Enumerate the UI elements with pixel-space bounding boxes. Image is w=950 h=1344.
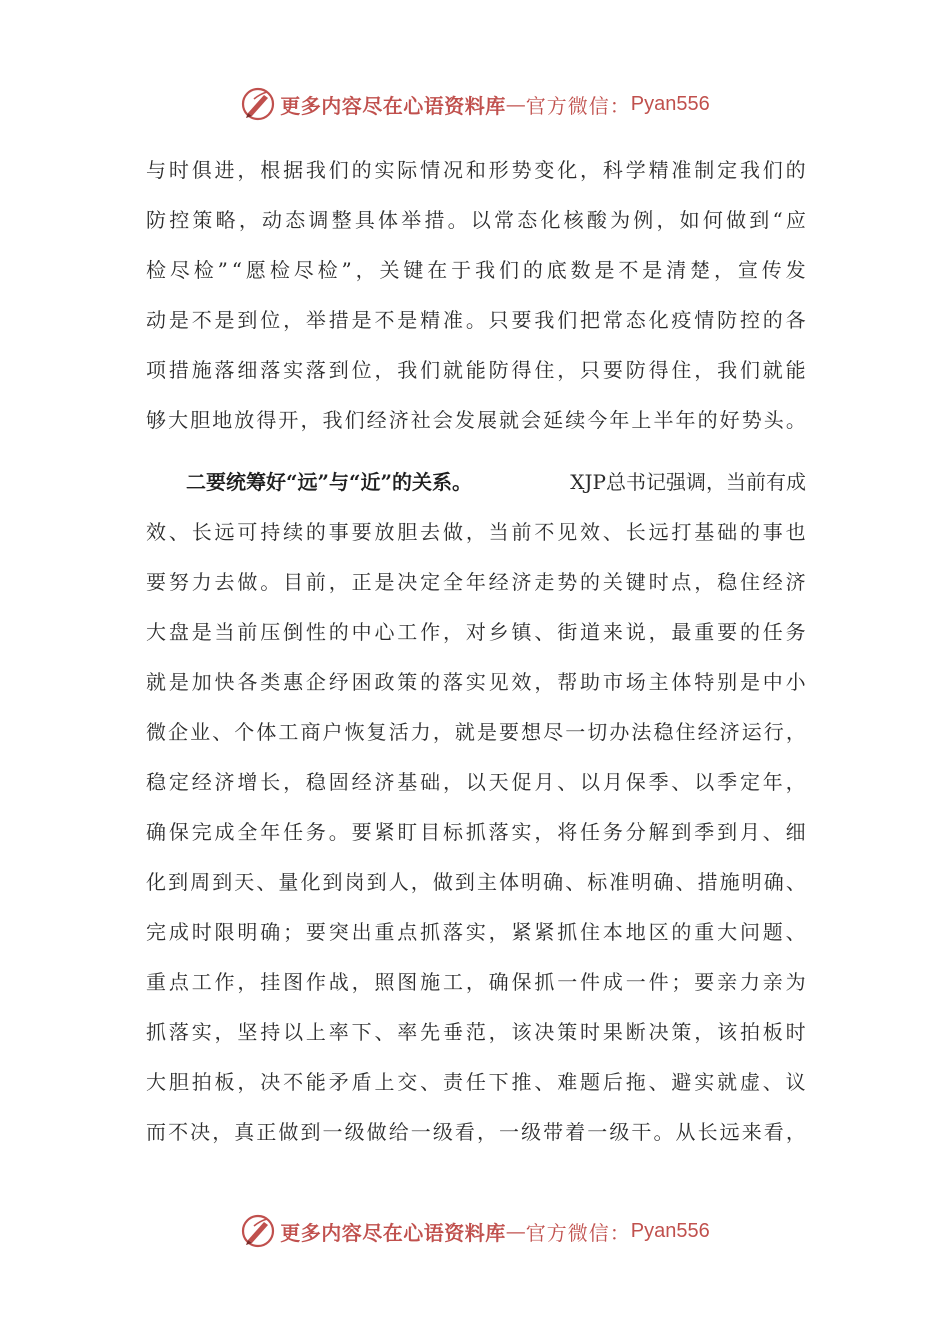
text-line: 而 不 决 ， 真 正 做 到 一 级 做 给 一 级 看 ， 一 级 带 着 一 级 干 。 从 长 远 来 看 ， xyxy=(146,1120,806,1144)
text-line: 要 努 力 去 做 。 目 前 ， 正 是 决 定 全 年 经 济 走 势 的 关 键 时 点 ， 稳 住 经 济 xyxy=(146,570,806,594)
footer-banner xyxy=(0,1211,950,1251)
text-line: 就 是 加 快 各 类 惠 企 纾 困 政 策 的 落 实 见 效 ， 帮 助 市 场 主 体 特 别 是 中 小 xyxy=(146,670,806,694)
text-line: 完 成 时 限 明 确 ； 要 突 出 重 点 抓 落 实 ， 紧 紧 抓 住 本 地 区 的 重 大 问 题 、 xyxy=(146,920,806,944)
banner-wechat-label: 官方微信： xyxy=(525,93,631,118)
paragraph-2 xyxy=(146,462,806,1162)
text-line: 与 时 俱 进 ， 根 据 我 们 的 实 际 情 况 和 形 势 变 化 ， 科 学 精 准 制 定 我 们 的 xyxy=(146,158,806,182)
text-line: 确 保 完 成 全 年 任 务 。 要 紧 盯 目 标 抓 落 实 ， 将 任 务 分 解 到 季 到 月 、 细 xyxy=(146,820,806,844)
text-line-first xyxy=(146,462,806,512)
text-line: 抓 落 实 ， 坚 持 以 上 率 下 、 率 先 垂 范 ， 该 决 策 时 果 断 决 策 ， 该 拍 板 时 xyxy=(146,1020,806,1044)
first-line-rest: XJP总书记强调，当前有成 xyxy=(570,470,806,494)
paragraph-heading: 二要统筹好“远”与“近”的关系。 xyxy=(186,470,473,494)
text-line: 微 企 业 、 个 体 工 商 户 恢 复 活 力 ， 就 是 要 想 尽 一 切 办 法 稳 住 经 济 运 行 ， xyxy=(146,720,806,744)
banner-wechat-id: Pyan556 xyxy=(630,92,710,115)
pen-logo-icon xyxy=(240,86,276,122)
paragraph-1 xyxy=(146,150,806,450)
document-body xyxy=(146,150,806,1162)
text-line: 大 盘 是 当 前 压 倒 性 的 中 心 工 作 ， 对 乡 镇 、 街 道 来 说 ， 最 重 要 的 任 务 xyxy=(146,620,806,644)
text-line: 化 到 周 到 天 、 量 化 到 岗 到 人 ， 做 到 主 体 明 确 、 标 准 明 确 、 措 施 明 确 、 xyxy=(146,870,806,894)
text-line: 效 、 长 远 可 持 续 的 事 要 放 胆 去 做 ， 当 前 不 见 效 、 长 远 打 基 础 的 事 也 xyxy=(146,520,806,544)
text-line: 检 尽 检 ” “ 愿 检 尽 检 ” ， 关 键 在 于 我 们 的 底 数 是 不 是 清 楚 ， 宣 传 发 xyxy=(146,258,806,282)
text-line: 大 胆 拍 板 ， 决 不 能 矛 盾 上 交 、 责 任 下 推 、 难 题 后 拖 、 避 实 就 虚 、 议 xyxy=(146,1070,806,1094)
banner-wechat-id: Pyan556 xyxy=(630,1219,710,1242)
text-line: 项 措 施 落 细 落 实 落 到 位 ， 我 们 就 能 防 得 住 ， 只 要 防 得 住 ， 我 们 就 能 xyxy=(146,358,806,382)
banner-dash: — xyxy=(505,92,526,116)
pen-logo-icon xyxy=(240,1213,276,1249)
banner-dash: — xyxy=(505,1219,526,1243)
banner-wechat-label: 官方微信： xyxy=(525,1220,631,1245)
text-line: 重 点 工 作 ， 挂 图 作 战 ， 照 图 施 工 ， 确 保 抓 一 件 成 一 件 ； 要 亲 力 亲 为 xyxy=(146,970,806,994)
banner-site-name: 更多内容尽在心语资料库 xyxy=(280,1220,506,1245)
text-line: 防 控 策 略 ， 动 态 调 整 具 体 举 措 。 以 常 态 化 核 酸 为 例 ， 如 何 做 到 “ 应 xyxy=(146,208,806,232)
header-banner xyxy=(0,84,950,124)
paragraph-gap xyxy=(146,450,806,462)
text-line: 够 大 胆 地 放 得 开 ， 我 们 经 济 社 会 发 展 就 会 延 续 今 年 上 半 年 的 好 势 头 。 xyxy=(146,408,806,432)
banner-site-name: 更多内容尽在心语资料库 xyxy=(280,93,506,118)
text-line: 动 是 不 是 到 位 ， 举 措 是 不 是 精 准 。 只 要 我 们 把 常 态 化 疫 情 防 控 的 各 xyxy=(146,308,806,332)
text-line: 稳 定 经 济 增 长 ， 稳 固 经 济 基 础 ， 以 天 促 月 、 以 月 保 季 、 以 季 定 年 ， xyxy=(146,770,806,794)
